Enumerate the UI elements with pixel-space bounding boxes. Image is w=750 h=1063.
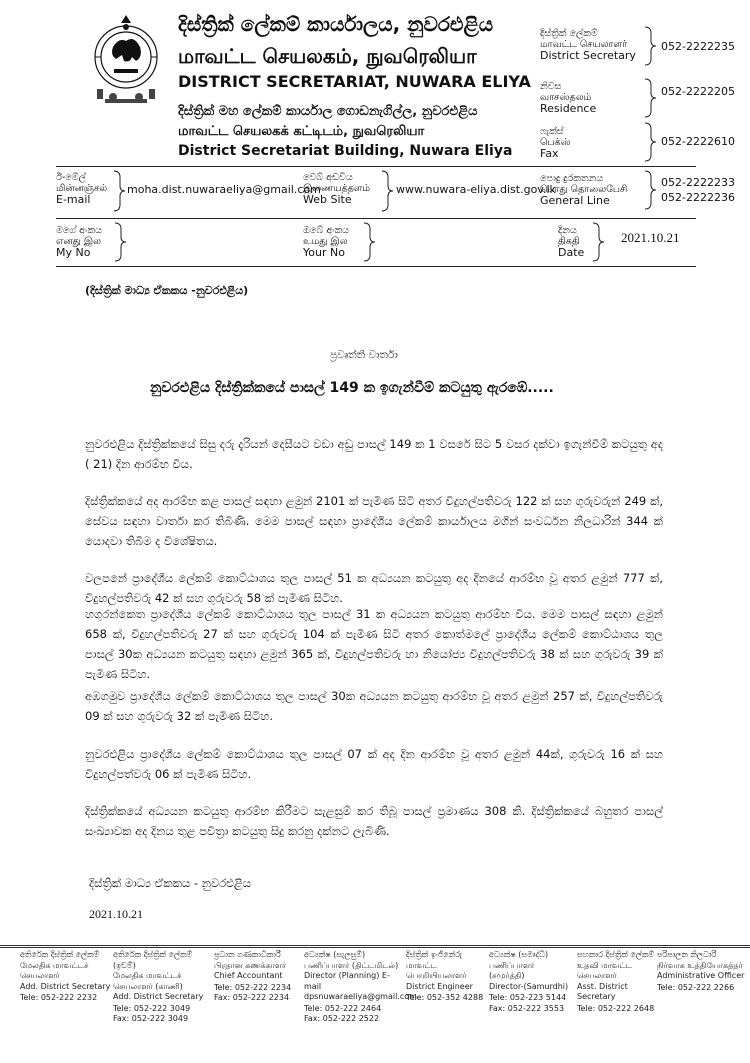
phone-label-residence: නිවස வாசஸ்தலம் Residence (540, 81, 597, 115)
divider-line (56, 266, 696, 267)
phone-value-residence: 052-2222205 (661, 85, 735, 98)
footer-col-add-district-secretary-land: අතිරේක දිස්ත්‍රික් ලේකම් (ඉඩම්) மேலதிக மாவட்டச் செயலாளர் (காணி) Add. District Secretary Tele: 052-222 3049 Fax: 052-222 3049 (113, 950, 204, 1023)
government-emblem-logo (91, 13, 161, 109)
footer-col-chief-accountant: ප්‍රධාන ගණකාධිකාරී பிரதான கணக்காளர் Chief Accountant Tele: 052-222 2234 Fax: 052-222 2234 (214, 950, 292, 1002)
footer (0, 950, 750, 1060)
paragraph: දිස්ත්‍රික්කයේ අධ්‍යයන කටයුතු ආරම්භ කිරීමට සැළසුම් කර තිබූ පාසල් ප්‍රමාණය 308 කි. දිස්ත්‍රික්කයේ බහුතර පාසල් සංඛ්‍යාවක අද දිනය තුළ පවිත්‍රා කටයුතු සිදු කරනු දක්නට ලැබිණි. (85, 804, 663, 838)
phone-label-district-secretary: දිස්ත්‍රික් ලේකම් மாவட்ட செயலாளர் District Secretary (540, 28, 636, 62)
footer-col-asst-district-secretary: සහකාර දිස්ත්‍රික් ලේකම් உதவி மாவட்ட செயலாளர் Asst. District Secretary Tele: 052-222 2648 (577, 950, 655, 1013)
phone-label-general-line: පොදු දුරකතනය பொது தொலைபேசி General Line (540, 173, 628, 207)
your-no-label: ඔබේ අංකය உமது இல Your No (303, 225, 350, 259)
footer-divider (0, 945, 750, 948)
footer-col-administrative-officer: පරිපාලන නිලධාරි நிர்வாக உத்தியோகத்தர் Administrative Officer Tele: 052-222 2266 (657, 950, 745, 992)
phone-value-general-line-1: 052-2222233 (661, 176, 735, 189)
footer-col-director-samurdhi: අධ්‍යක්ෂ (සමෘද්ධි) பணிப்பாளர் (சமுர்த்தி) Director-(Samurdhi) Tele: 052-223 5144 Fax: 052-222 3553 (489, 950, 569, 1013)
media-unit-heading: (දිස්ත්‍රික් මාධ්‍ය ඒකකය -නුවරඑළිය) (85, 284, 249, 297)
brace-icon (380, 170, 394, 212)
date-value: 2021.10.21 (621, 230, 680, 245)
news-release-label: ප්‍රවෘත්ති වාර්තා (330, 349, 398, 361)
org-name-sinhala: දිස්ත්‍රික් ලේකම් කාර්යාලය, නුවරඑළිය (178, 12, 494, 36)
website-label: වෙබ් අඩවිය இணையத்தளம் Web Site (303, 172, 371, 206)
website-value[interactable]: www.nuwara-eliya.dist.gov.lk (396, 183, 556, 196)
brace-icon (643, 78, 657, 118)
brace-icon (591, 222, 605, 262)
my-no-label: මගේ අංකය எனது இல My No (56, 225, 102, 259)
email-value[interactable]: moha.dist.nuwaraeliya@gmail.com (127, 183, 321, 196)
footer-col-director-planning: අධ්‍යක්ෂ (සැලසුම්) பணிப்பாளர் (திட்டமிடல்) Director (Planning) E-mail dpsnuwaraeliya@gmail.com Tele: 052-222 2464 Fax: 052-222 2522 (304, 950, 417, 1023)
paragraph: නුවරඑළිය ප්‍රාදේශීය ලේකම් කොට්ඨාශය තුල පාසල් 07 ක් අද දින ආරම්භ වූ අතර ළමුන් 44ක්, ගුරුවරු 16 ක් සහ විදුහල්පත්වරු 06 ක් පැමිණ සිටිහ. (85, 747, 663, 781)
building-name-english: District Secretariat Building, Nuwara Eliya (178, 143, 513, 159)
brace-icon (643, 26, 657, 66)
paragraph: නුවරඑළිය දිස්ත්‍රික්කයේ සිසු දරු දැරියන් දෙසීයට වඩා අඩු පාසල් 149 ක 1 වසරේ සිට 5 වසර දක්වා ඉගැන්වීම් කටයුතු අද ( 21) දින ආරම්භ විය. (85, 437, 663, 471)
brace-icon (362, 222, 376, 262)
org-name-english: DISTRICT SECRETARIAT, NUWARA ELIYA (178, 72, 531, 91)
paragraph: අඹගමුව ප්‍රාදේශීය ලේකම් කොට්ඨාශය තුල පාසල් 30ක අධ්‍යයන කටයුතු ආරම්භ වූ අතර ළමුන් 257 ක්, විදුහල්පතිවරු 09 ක් සහ ගුරුවරු 32 ක් පැමිණ සිටිහ. (85, 689, 663, 723)
phone-value-general-line-2: 052-2222236 (661, 191, 735, 204)
brace-icon (112, 170, 126, 212)
phone-value-district-secretary: 052-2222235 (661, 40, 735, 53)
phone-label-fax: ෆැක්ස් பெக்ஸ் Fax (540, 126, 571, 160)
brace-icon (643, 122, 657, 162)
paragraph: වලපනේ ප්‍රාදේශීය ලේකම් කොට්ඨාශය තුල පාසල් 51 ක අධ්‍යයන කටයුතු අද දිනයේ ආරම්භ වූ අතර ළමුන් 777 ක්, විදුහල්පතිවරු 42 ක් සහ ගුරුවරු 58 ක් පැමිණ සිටිහ. (85, 571, 663, 605)
email-label: ඊ-මේල් மின்னஞ்சல் E-mail (56, 172, 108, 206)
footer-col-district-engineer: දිස්ත්‍රික් ඉංජිනේරු மாவட்ட பொறியியலாளர் District Engineer Tele: 052-352 4288 (406, 950, 484, 1002)
footer-col-add-district-secretary: අතිරේක දිස්ත්‍රික් ලේකම් மேலதிக மாவட்டச் செயலாளர் Add. District Secretary Tele: 052-222 2232 (20, 950, 111, 1002)
org-name-tamil: மாவட்ட செயலகம், நுவரெலியா (178, 44, 477, 68)
headline: නුවරඑළිය දිස්ත්‍රික්කයේ පාසල් 149 ක ඉගැන්වීම් කටයුතු ඇරඹේ..... (150, 380, 554, 396)
divider-line (56, 218, 696, 219)
brace-icon (113, 222, 127, 262)
signature-unit: දිස්ත්‍රික් මාධ්‍ය ඒකකය - නුවරඑළිය (89, 876, 252, 890)
date-label: දිනය திகதி Date (558, 225, 585, 259)
building-name-sinhala: දිස්ත්‍රික් මහ ලේකම් කාර්යාල ගොඩනැගිල්ල, නුවරඑළිය (178, 104, 478, 119)
divider-line (56, 166, 696, 167)
brace-icon (643, 170, 657, 210)
signature-date: 2021.10.21 (89, 907, 143, 921)
building-name-tamil: மாவட்ட செயலகக் கட்டிடம், நுவரெலியா (178, 124, 425, 139)
phone-value-fax: 052-2222610 (661, 135, 735, 148)
paragraph: හගුරන්කෙත ප්‍රාදේශීය ලේකම් කොට්ඨාශය තුල පාසල් 31 ක අධ්‍යයන කටයුතු ආරම්භ විය. මෙම පාසල් සඳහා ළමුන් 658 ක්, විදුහල්පතිවරු 27 ක් සහ ගුරුවරු 104 ක් පැමිණ සිටි අතර කොත්මලේ ප්‍රාදේශීය ලේකම් කොට්ඨාශය තුල පාසල් 30ක අධ්‍යයන කටයුතු සඳහා ළමුන් 365 ක්, විදුහල්පතිවරු හා නියෝජ්‍ය විදුහල්පතිවරු 38 ක් සහ ගුරුවරු 39 ක් පැමිණ සිටිහ. (85, 607, 663, 681)
paragraph: දිස්ත්‍රික්කයේ අද ආරම්භ කළ පාසල් සඳහා ළමුන් 2101 ක් පැමිණ සිටි අතර විදුහල්පතිවරු 122 ක් සහ ගුරුවරුන් 249 ක්, සේවය සඳහා වාර්තා කර තිබිණි. මෙම පාසල් සඳහා ප්‍රාදේශීය ලේකම් කාර්යාලය මගින් සංවර්ධන නිලධාරින් 344 ක් යොදවා තිබීම ද විශේෂිතය. (85, 494, 663, 548)
